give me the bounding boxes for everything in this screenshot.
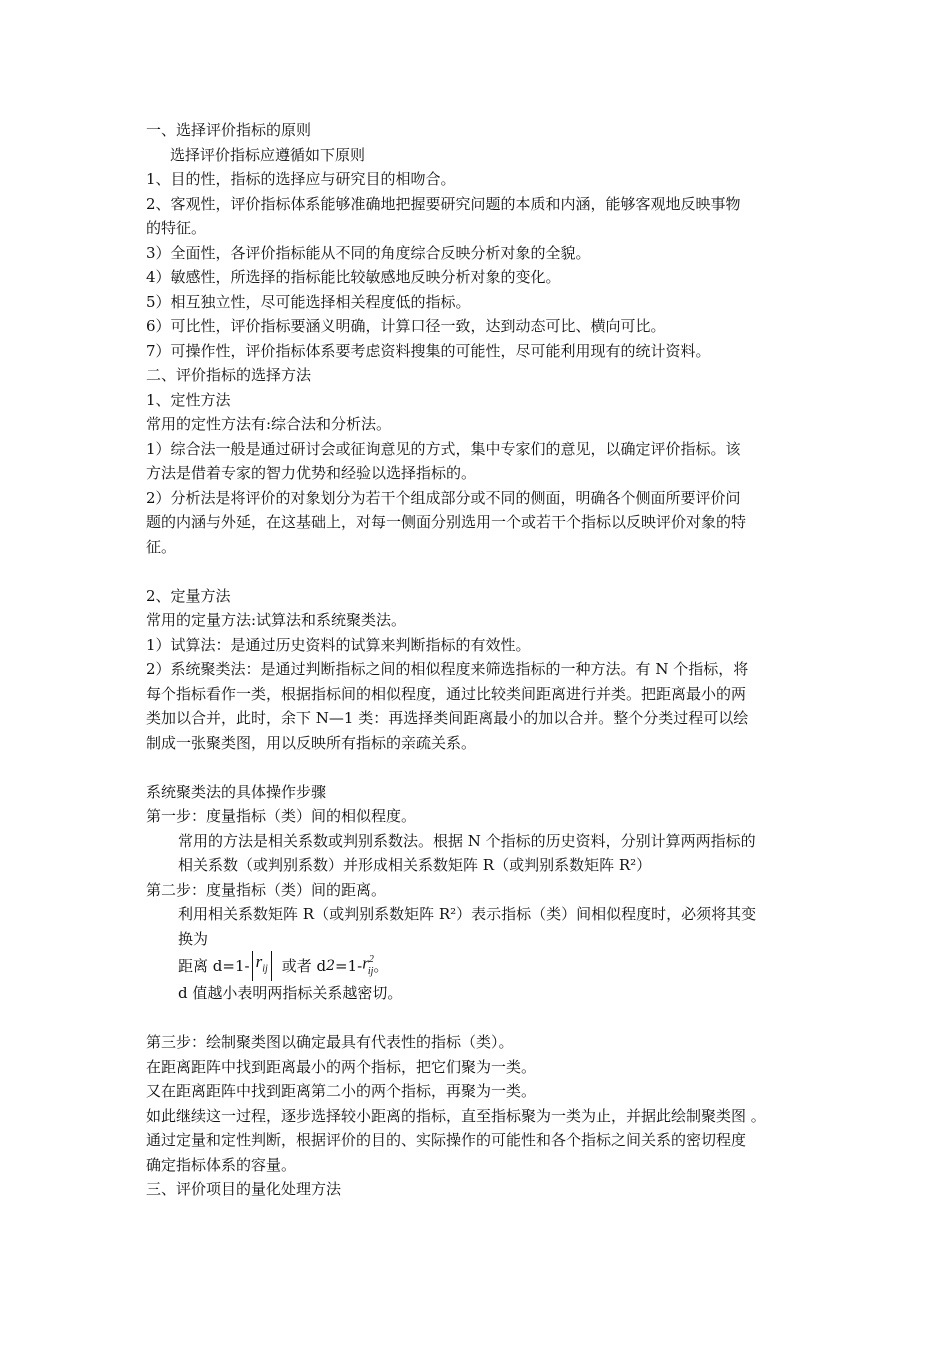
- formula-text: 或者 d: [281, 957, 327, 975]
- paragraph: 换为: [178, 929, 209, 948]
- blank-line: [146, 559, 818, 584]
- paragraph: 利用相关系数矩阵 R（或判别系数矩阵 R²）表示指标（类）间相似程度时，必须将其变: [178, 905, 757, 923]
- paragraph: 又在距离距阵中找到距离第二小的两个指标，再聚为一类。: [146, 1082, 537, 1100]
- document-body: [146, 118, 818, 1202]
- paragraph: 常用的定性方法有:综合法和分析法。: [146, 415, 392, 433]
- paragraph: 1）综合法一般是通过研讨会或征询意见的方式，集中专家们的意见，以确定评价指标。该: [146, 439, 741, 458]
- section-heading-3: 三、评价项目的量化处理方法: [146, 1180, 342, 1198]
- subsection-heading: 2、定量方法: [146, 586, 231, 605]
- subsection-heading: 1、定性方法: [146, 390, 231, 409]
- paragraph: 制成一张聚类图，用以反映所有指标的亲疏关系。: [146, 733, 477, 752]
- formula-exponent: 2: [326, 958, 336, 974]
- principle-item: 2、客观性，评价指标体系能够准确地把握要研究问题的本质和内涵，能够客观地反映事物: [146, 194, 741, 213]
- section-heading-1: 一、选择评价指标的原则: [146, 121, 312, 139]
- paragraph: d 值越小表明两指标关系越密切。: [178, 984, 403, 1002]
- formula-text: 。: [373, 957, 389, 975]
- paragraph: 如此继续这一过程，逐步选择较小距离的指标，直至指标聚为一类为止，并据此绘制聚类图 。: [146, 1106, 766, 1125]
- paragraph: 征。: [146, 537, 177, 556]
- paragraph: 2）分析法是将评价的对象划分为若干个组成部分或不同的侧面，明确各个侧面所要评价问: [146, 488, 741, 507]
- paragraph: 选择评价指标应遵循如下原则: [170, 145, 366, 164]
- paragraph: 相关系数（或判别系数）并形成相关系数矩阵 R（或判别系数矩阵 R²）: [178, 856, 652, 874]
- principle-item: 7）可操作性，评价指标体系要考虑资料搜集的可能性，尽可能利用现有的统计资料。: [146, 341, 711, 360]
- principle-item-cont: 的特征。: [146, 219, 207, 237]
- paragraph: 类加以合并，此时，余下 N—1 类：再选择类间距离最小的加以合并。整个分类过程可以绘: [146, 709, 749, 727]
- step-heading: 第三步：绘制聚类图以确定最具有代表性的指标（类）。: [146, 1033, 514, 1051]
- formula-text: 距离 d=1-: [178, 957, 250, 975]
- paragraph: 每个指标看作一类，根据指标间的相似程度，通过比较类间距离进行并类。把距离最小的两: [146, 684, 747, 703]
- abs-value: $r_{ij}$: [252, 951, 272, 980]
- step-heading: 第一步：度量指标（类）间的相似程度。: [146, 807, 417, 825]
- paragraph: 题的内涵与外延，在这基础上，对每一侧面分别选用一个或若干个指标以反映评价对象的特: [146, 513, 747, 531]
- principle-item: 6）可比性，评价指标要涵义明确，计算口径一致，达到动态可比、横向可比。: [146, 317, 666, 335]
- paragraph: 确定指标体系的容量。: [146, 1155, 297, 1174]
- paragraph: 在距离距阵中找到距离最小的两个指标，把它们聚为一类。: [146, 1057, 537, 1076]
- paragraph: 常用的方法是相关系数或判别系数法。根据 N 个指标的历史资料，分别计算两两指标的: [178, 831, 756, 850]
- blank-line: [146, 755, 818, 780]
- step-heading: 第二步：度量指标（类）间的距离。: [146, 880, 387, 899]
- paragraph: 2）系统聚类法：是通过判断指标之间的相似程度来筛选指标的一种方法。有 N 个指标，将: [146, 660, 749, 678]
- section-heading-2: 二、评价指标的选择方法: [146, 366, 312, 384]
- formula-text: =1-: [335, 957, 363, 975]
- principle-item: 1、目的性，指标的选择应与研究目的相吻合。: [146, 170, 456, 188]
- subsection-heading: 系统聚类法的具体操作步骤: [146, 782, 327, 801]
- principle-item: 5）相互独立性，尽可能选择相关程度低的指标。: [146, 292, 471, 311]
- blank-line: [146, 1006, 818, 1031]
- paragraph: 1）试算法：是通过历史资料的试算来判断指标的有效性。: [146, 635, 531, 654]
- paragraph: 常用的定量方法:试算法和系统聚类法。: [146, 611, 407, 629]
- formula-variable: $r^2_{ij}$: [362, 954, 374, 977]
- principle-item: 4）敏感性，所选择的指标能比较敏感地反映分析对象的变化。: [146, 268, 561, 286]
- paragraph: 通过定量和定性判断，根据评价的目的、实际操作的可能性和各个指标之间关系的密切程度: [146, 1131, 747, 1149]
- paragraph: 方法是借着专家的智力优势和经验以选择指标的。: [146, 464, 477, 482]
- distance-formula: [146, 951, 818, 981]
- principle-item: 3）全面性，各评价指标能从不同的角度综合反映分析对象的全貌。: [146, 243, 591, 262]
